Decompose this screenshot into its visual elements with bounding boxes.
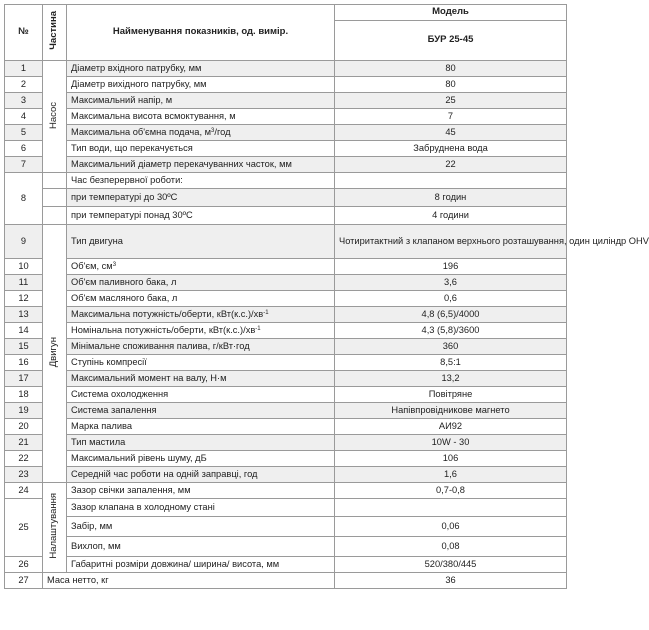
row-value: 4 години: [335, 207, 567, 225]
table-row: [5, 537, 567, 557]
row-name: Система запалення: [67, 403, 335, 419]
table-row: [5, 557, 567, 573]
row-value: 80: [335, 61, 567, 77]
row-value: 22: [335, 157, 567, 173]
specifications-table: [4, 4, 649, 589]
row-number: 15: [5, 339, 43, 355]
row-number: 1: [5, 61, 43, 77]
row-name: Зазор свічки запалення, мм: [67, 483, 335, 499]
row-name: Тип мастила: [67, 435, 335, 451]
row-number: 16: [5, 355, 43, 371]
row-value: 0,7-0,8: [335, 483, 567, 499]
row-number: 2: [5, 77, 43, 93]
row-name: Діаметр вхідного патрубку, мм: [67, 61, 335, 77]
row-value: 36: [335, 573, 567, 589]
row-value: 4,8 (6,5)/4000: [335, 307, 567, 323]
row-name: Максимальна об'ємна подача, $м^3$/год: [67, 125, 335, 141]
row-number: 27: [5, 573, 43, 589]
row-value: Чотиритактний з клапаном верхнього розташування, один циліндр OHV: [335, 225, 567, 259]
row-name: Середній час роботи на одній заправці, год: [67, 467, 335, 483]
table-row: [5, 77, 567, 93]
row-name: Вихлоп, мм: [67, 537, 335, 557]
row-value: 80: [335, 77, 567, 93]
row-name: Діаметр вихідного патрубку, мм: [67, 77, 335, 93]
row-value: 13,2: [335, 371, 567, 387]
table-row: [5, 323, 567, 339]
row-name: Ступінь компресії: [67, 355, 335, 371]
row-name: Максимальна потужність/оберти, $кВт(к.с.)/хв^{-1}$: [67, 307, 335, 323]
row-number: 4: [5, 109, 43, 125]
table-row: [5, 435, 567, 451]
row-name: Час безперервної роботи:: [67, 173, 335, 189]
row-value: 0,08: [335, 537, 567, 557]
row-name: Об'єм, $см^3$: [67, 259, 335, 275]
table-row: [5, 387, 567, 403]
table-row: [5, 141, 567, 157]
table-row: [5, 225, 567, 259]
row-name: Об'єм масляного бака, л: [67, 291, 335, 307]
header-name: Найменування показників, од. вимір.: [67, 5, 335, 61]
row-value: 10W - 30: [335, 435, 567, 451]
row-number: 3: [5, 93, 43, 109]
row-number: 26: [5, 557, 43, 573]
row-value: 7: [335, 109, 567, 125]
row-value: 4,3 (5,8)/3600: [335, 323, 567, 339]
table-row: [5, 207, 567, 225]
table-row: [5, 371, 567, 387]
row-number: 5: [5, 125, 43, 141]
row-number: 13: [5, 307, 43, 323]
table-row: [5, 451, 567, 467]
table-row: [5, 173, 567, 189]
header-part: Частина: [43, 5, 67, 61]
table-row: [5, 125, 567, 141]
row-name: Тип води, що перекачується: [67, 141, 335, 157]
table-row: [5, 403, 567, 419]
row-name: Номінальна потужність/оберти, $кВт(к.с.)/хв^{-1}$: [67, 323, 335, 339]
row-number: 14: [5, 323, 43, 339]
row-value: 0,06: [335, 517, 567, 537]
row-value: 1,6: [335, 467, 567, 483]
table-row: [5, 259, 567, 275]
table-row: [5, 419, 567, 435]
row-value: 520/380/445: [335, 557, 567, 573]
row-number: 9: [5, 225, 43, 259]
row-number: 23: [5, 467, 43, 483]
row-value: 8,5:1: [335, 355, 567, 371]
row-name: при температурі понад 30ºС: [67, 207, 335, 225]
header-model: Модель: [335, 5, 567, 21]
row-value: 360: [335, 339, 567, 355]
row-number: 18: [5, 387, 43, 403]
table-row: [5, 109, 567, 125]
row-number: 17: [5, 371, 43, 387]
row-name: Тип двигуна: [67, 225, 335, 259]
row-name: Габаритні розміри довжина/ ширина/ висота, мм: [67, 557, 335, 573]
row-value: 25: [335, 93, 567, 109]
row-value: Забруднена вода: [335, 141, 567, 157]
row-name: Марка палива: [67, 419, 335, 435]
row-number: 21: [5, 435, 43, 451]
row-number: 7: [5, 157, 43, 173]
table-row: [5, 339, 567, 355]
table-row: [5, 93, 567, 109]
row-name: Максимальний напір, м: [67, 93, 335, 109]
table-row: [5, 291, 567, 307]
row-number: 24: [5, 483, 43, 499]
row-value: 3,6: [335, 275, 567, 291]
table-row: [5, 467, 567, 483]
section-label-settings: Налаштування: [43, 483, 67, 573]
row-number: 11: [5, 275, 43, 291]
row-value: 106: [335, 451, 567, 467]
row-name: Мінімальне споживання палива, г/кВт·год: [67, 339, 335, 355]
row-name: Система охолодження: [67, 387, 335, 403]
row-number: 25: [5, 499, 43, 557]
table-row: [5, 307, 567, 323]
table-row: [5, 355, 567, 371]
row-name: Зазор клапана в холодному стані: [67, 499, 335, 517]
row-number: 10: [5, 259, 43, 275]
row-value: 196: [335, 259, 567, 275]
table-row: [5, 275, 567, 291]
table-row: [5, 517, 567, 537]
header-model-name: БУР 25-45: [335, 21, 567, 61]
table-row: [5, 61, 567, 77]
row-value: 45: [335, 125, 567, 141]
row-name: при температурі до 30ºС: [67, 189, 335, 207]
row-value: Напівпровідникове магнето: [335, 403, 567, 419]
table-row: [5, 189, 567, 207]
section-label-pump: Насос: [43, 61, 67, 173]
row-name: Максимальний рівень шуму, дБ: [67, 451, 335, 467]
row-number: 19: [5, 403, 43, 419]
row-number: 12: [5, 291, 43, 307]
row-name: Максимальний момент на валу, Н·м: [67, 371, 335, 387]
row-value: 8 годин: [335, 189, 567, 207]
table-row: [5, 499, 567, 517]
row-name: Забір, мм: [67, 517, 335, 537]
row-name: Маса нетто, кг: [43, 573, 335, 589]
row-number: 6: [5, 141, 43, 157]
section-label-engine: Двигун: [43, 225, 67, 483]
table-row: [5, 483, 567, 499]
row-value: 0,6: [335, 291, 567, 307]
row-value: Повітряне: [335, 387, 567, 403]
row-value: АИ92: [335, 419, 567, 435]
table-row: [5, 573, 567, 589]
row-name: Максимальна висота всмоктування, м: [67, 109, 335, 125]
table-row: [5, 157, 567, 173]
row-number: 22: [5, 451, 43, 467]
row-number: 20: [5, 419, 43, 435]
row-name: Максимальний діаметр перекачуванних часток, мм: [67, 157, 335, 173]
row-number: 8: [5, 173, 43, 225]
header-number: №: [5, 5, 43, 61]
row-name: Об'єм паливного бака, л: [67, 275, 335, 291]
